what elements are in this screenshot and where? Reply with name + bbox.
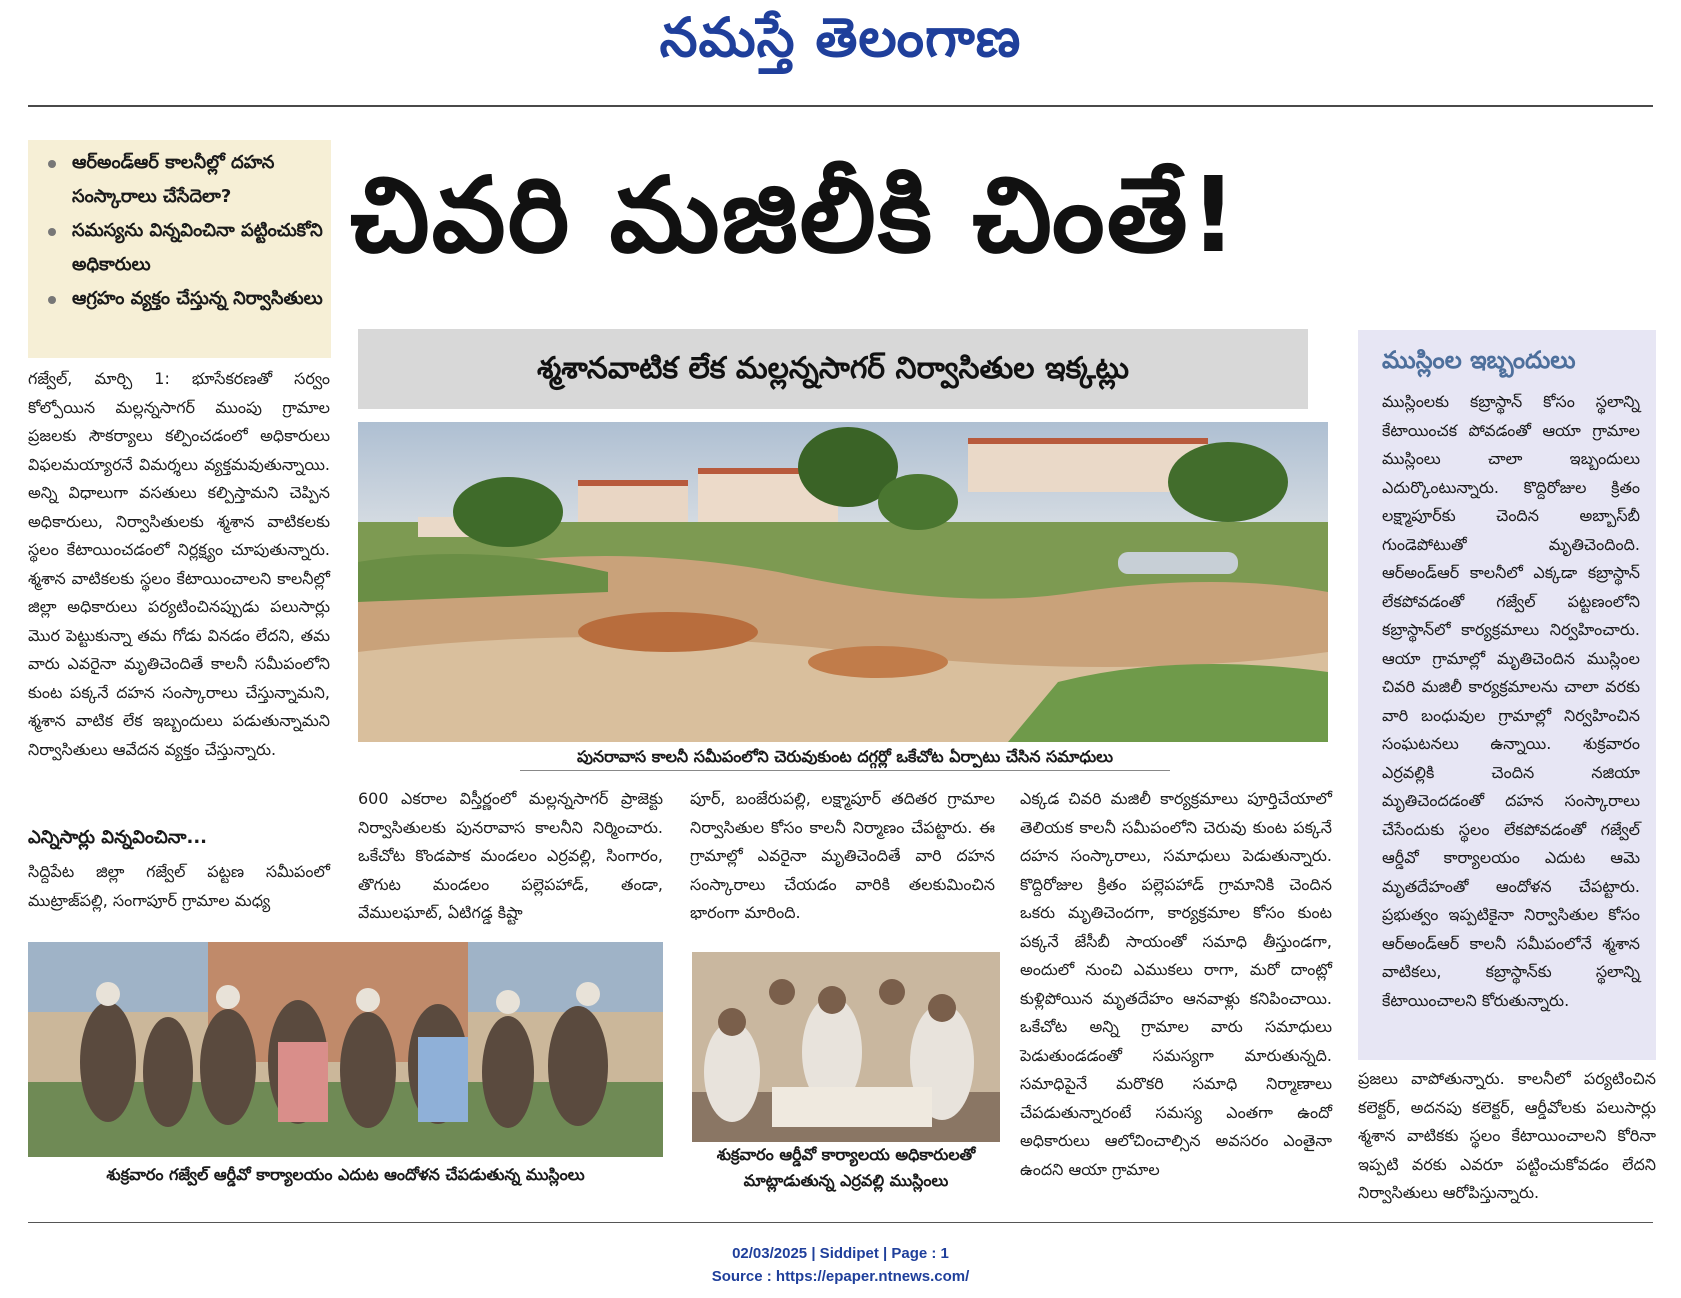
bullet-item: ఆర్అండ్ఆర్ కాలనీల్లో దహన సంస్కారాలు చేసేదెలా? [38, 146, 323, 214]
column-2-text: 600 ఎకరాల విస్తీర్ణంలో మల్లన్నసాగర్ ప్రాజెక్టు నిర్వాసితులకు పునరావాస కాలనీని నిర్మించారు. ఒకేచోట కొండపాక మండలం ఎర్రవల్లి, సింగారం, తొగుట మండలం పల్లెపహాడ్, తండా, వేములఘాట్, ఏటిగడ్డ కిష్టా [358, 789, 663, 922]
column-4-text: ఎక్కడ చివరి మజిలీ కార్యక్రమాలు పూర్తిచేయాలో తెలియక కాలనీ సమీపంలోని చెరువు కుంట పక్కనే దహన సంస్కారాలు, సమాధులు పెడుతున్నారు. కొద్దిరోజుల క్రితం పల్లెపహాడ్ గ్రామానికి చెందిన ఒకరు మృతిచెందగా, కార్యక్రమాల కోసం కుంట పక్కనే జేసీబీ సాయంతో సమాధి తీస్తుండగా, అందులో నుంచి ఎముకలు రాగా, మరో దాంట్లో కుళ్లిపోయిన మృతదేహం ఆనవాళ్లు కనిపించాయి. ఒకేచోట అన్ని గ్రామాల వారు సమాధులు పెడుతుండడంతో సమస్యగా మారుతున్నది. సమాధిపైనే మరొకరి సమాధి నిర్మాణాలు చేపడుతున్నారంటే సమస్య ఎంతగా ఉందో అధికారులు ఆలోచించాల్సిన అవసరం ఎంతైనా ఉందని ఆయా గ్రామాల [1020, 789, 1332, 1179]
protest-crowd-illustration [28, 942, 663, 1157]
photo-left-caption: శుక్రవారం గజ్వేల్ ఆర్డీవో కార్యాలయం ఎదుట ఆందోళన చేపడుతున్న ముస్లింలు [106, 1165, 585, 1184]
bullet-summary-box [28, 140, 331, 358]
sidebox-title: ముస్లింల ఇబ్బందులు [1382, 346, 1576, 374]
bullet-icon [48, 160, 56, 168]
bullet-icon [48, 296, 56, 304]
subsection-heading: ఎన్నిసార్లు విన్నవించినా... [28, 827, 208, 848]
main-photo-caption: పునరావాస కాలనీ సమీపంలోని చెరువుకుంట దగ్గర్లో ఒకేచోట ఏర్పాటు చేసిన సమాధులు [520, 744, 1170, 771]
photo-protest-rdo-office [28, 942, 663, 1157]
main-headline: చివరి మజిలీకి చింతే! [350, 154, 1240, 276]
footer-source-link[interactable]: Source : https://epaper.ntnews.com/ [711, 1268, 970, 1285]
burial-ground-illustration [358, 422, 1328, 742]
meeting-illustration [692, 952, 1000, 1142]
photo-meeting-officials [692, 952, 1000, 1142]
column-3-text: పూర్, బంజేరుపల్లి, లక్ష్మాపూర్ తదితర గ్రామాల నిర్వాసితుల కోసం కాలనీ నిర్మాణం చేపట్టారు. ఈ గ్రామాల్లో ఎవరైనా మృతిచెందితే వారి దహన సంస్కారాలు చేయడం వారికి తలకుమించిన భారంగా మారింది. [690, 789, 995, 922]
bottom-divider [28, 1222, 1653, 1223]
intro-paragraph: గజ్వేల్, మార్చి 1: భూసేకరణతో సర్వం కోల్పోయిన మల్లన్నసాగర్ ముంపు గ్రామాల ప్రజలకు సౌకర్యాలు కల్పించడంలో అధికారులు విఫలమయ్యారనే విమర్శలు వ్యక్తమవుతున్నాయి. అన్ని విధాలుగా వసతులు కల్పిస్తామని చెప్పిన అధికారులు, నిర్వాసితులకు శ్మశాన వాటికలకు స్థలం కేటాయించడంలో నిర్లక్ష్యం చూపుతున్నారు. శ్మశాన వాటికలకు స్థలం కేటాయించాలని కాలనీల్లో జిల్లా అధికారులు పర్యటించినప్పుడు పలుసార్లు మొర పెట్టుకున్నా తమ గోడు వినడం లేదని, తమ వారు ఎవరైనా మృతిచెందితే కాలనీ సమీపంలోని కుంట పక్కనే దహన సంస్కారాలు చేస్తున్నామని, శ్మశాన వాటిక లేక ఇబ్బందులు పడుతున్నామని నిర్వాసితులు ఆవేదన వ్యక్తం చేస్తున్నారు. [28, 369, 330, 759]
column-1-bottom: సిద్దిపేట జిల్లా గజ్వేల్ పట్టణ సమీపంలో ముట్రాజ్‌పల్లి, సంగాపూర్ గ్రామాల మధ్య [28, 862, 330, 910]
newspaper-masthead: నమస్తే తెలంగాణ [659, 6, 1022, 69]
subheadline: శ్మశానవాటిక లేక మల్లన్నసాగర్ నిర్వాసితుల ఇక్కట్లు [358, 329, 1308, 409]
bullet-icon [48, 228, 56, 236]
column-5-bottom: ప్రజలు వాపోతున్నారు. కాలనీలో పర్యటించిన కలెక్టర్, అదనపు కలెక్టర్, ఆర్డీవోలకు పలుసార్లు శ్మశాన వాటికకు స్థలం కేటాయించాలని కోరినా ఇప్పటి వరకు ఎవరూ పట్టించుకోవడం లేదని నిర్వాసితులు ఆరోపిస్తున్నారు. [1358, 1069, 1656, 1202]
muslims-sidebox [1358, 330, 1656, 1060]
footer-date-edition: 02/03/2025 | Siddipet | Page : 1 [732, 1245, 949, 1262]
bullet-item: సమస్యను విన్నవించినా పట్టించుకోని అధికారులు [38, 214, 323, 282]
top-divider [28, 105, 1653, 107]
main-photo-burial-ground [358, 422, 1328, 742]
photo-mid-caption-line1: శుక్రవారం ఆర్డీవో కార్యాలయ అధికారులతో [716, 1145, 976, 1164]
bullet-item: ఆగ్రహం వ్యక్తం చేస్తున్న నిర్వాసితులు [38, 282, 323, 316]
photo-mid-caption-line2: మాట్లాడుతున్న ఎర్రవల్లి ముస్లింలు [743, 1171, 949, 1190]
sidebox-body: ముస్లింలకు కబ్రాస్థాన్ కోసం స్థలాన్ని కేటాయించక పోవడంతో ఆయా గ్రామాల ముస్లింలు చాలా ఇబ్బందులు ఎదుర్కొంటున్నారు. కొద్దిరోజుల క్రితం లక్ష్మాపూర్‌కు చెందిన అబ్బాస్‌బీ గుండెపోటుతో మృతిచెందింది. ఆర్అండ్ఆర్ కాలనీలో ఎక్కడా కబ్రాస్థాన్ లేకపోవడంతో గజ్వేల్ పట్టణంలోని కబ్రాస్థాన్‌లో కార్యక్రమాలు నిర్వహించారు. ఆయా గ్రామాల్లో మృతిచెందిన ముస్లింల చివరి మజిలీ కార్యక్రమాలను చాలా వరకు వారి బంధువుల గ్రామాల్లో నిర్వహించిన సంఘటనలు ఉన్నాయి. శుక్రవారం ఎర్రవల్లికి చెందిన నజియా మృతిచెందడంతో దహన సంస్కారాలు చేసేందుకు స్థలం లేకపోవడంతో గజ్వేల్ ఆర్డీవో కార్యాలయం ఎదుట ఆమె మృతదేహంతో ఆందోళన చేపట్టారు. ప్రభుత్వం ఇప్పటికైనా నిర్వాసితుల కోసం ఆర్అండ్ఆర్ కాలనీ సమీపంలోనే శ్మశాన వాటికలు, కబ్రాస్థాన్‌కు స్థలాన్ని కేటాయించాలని కోరుతున్నారు. [1382, 392, 1640, 1010]
